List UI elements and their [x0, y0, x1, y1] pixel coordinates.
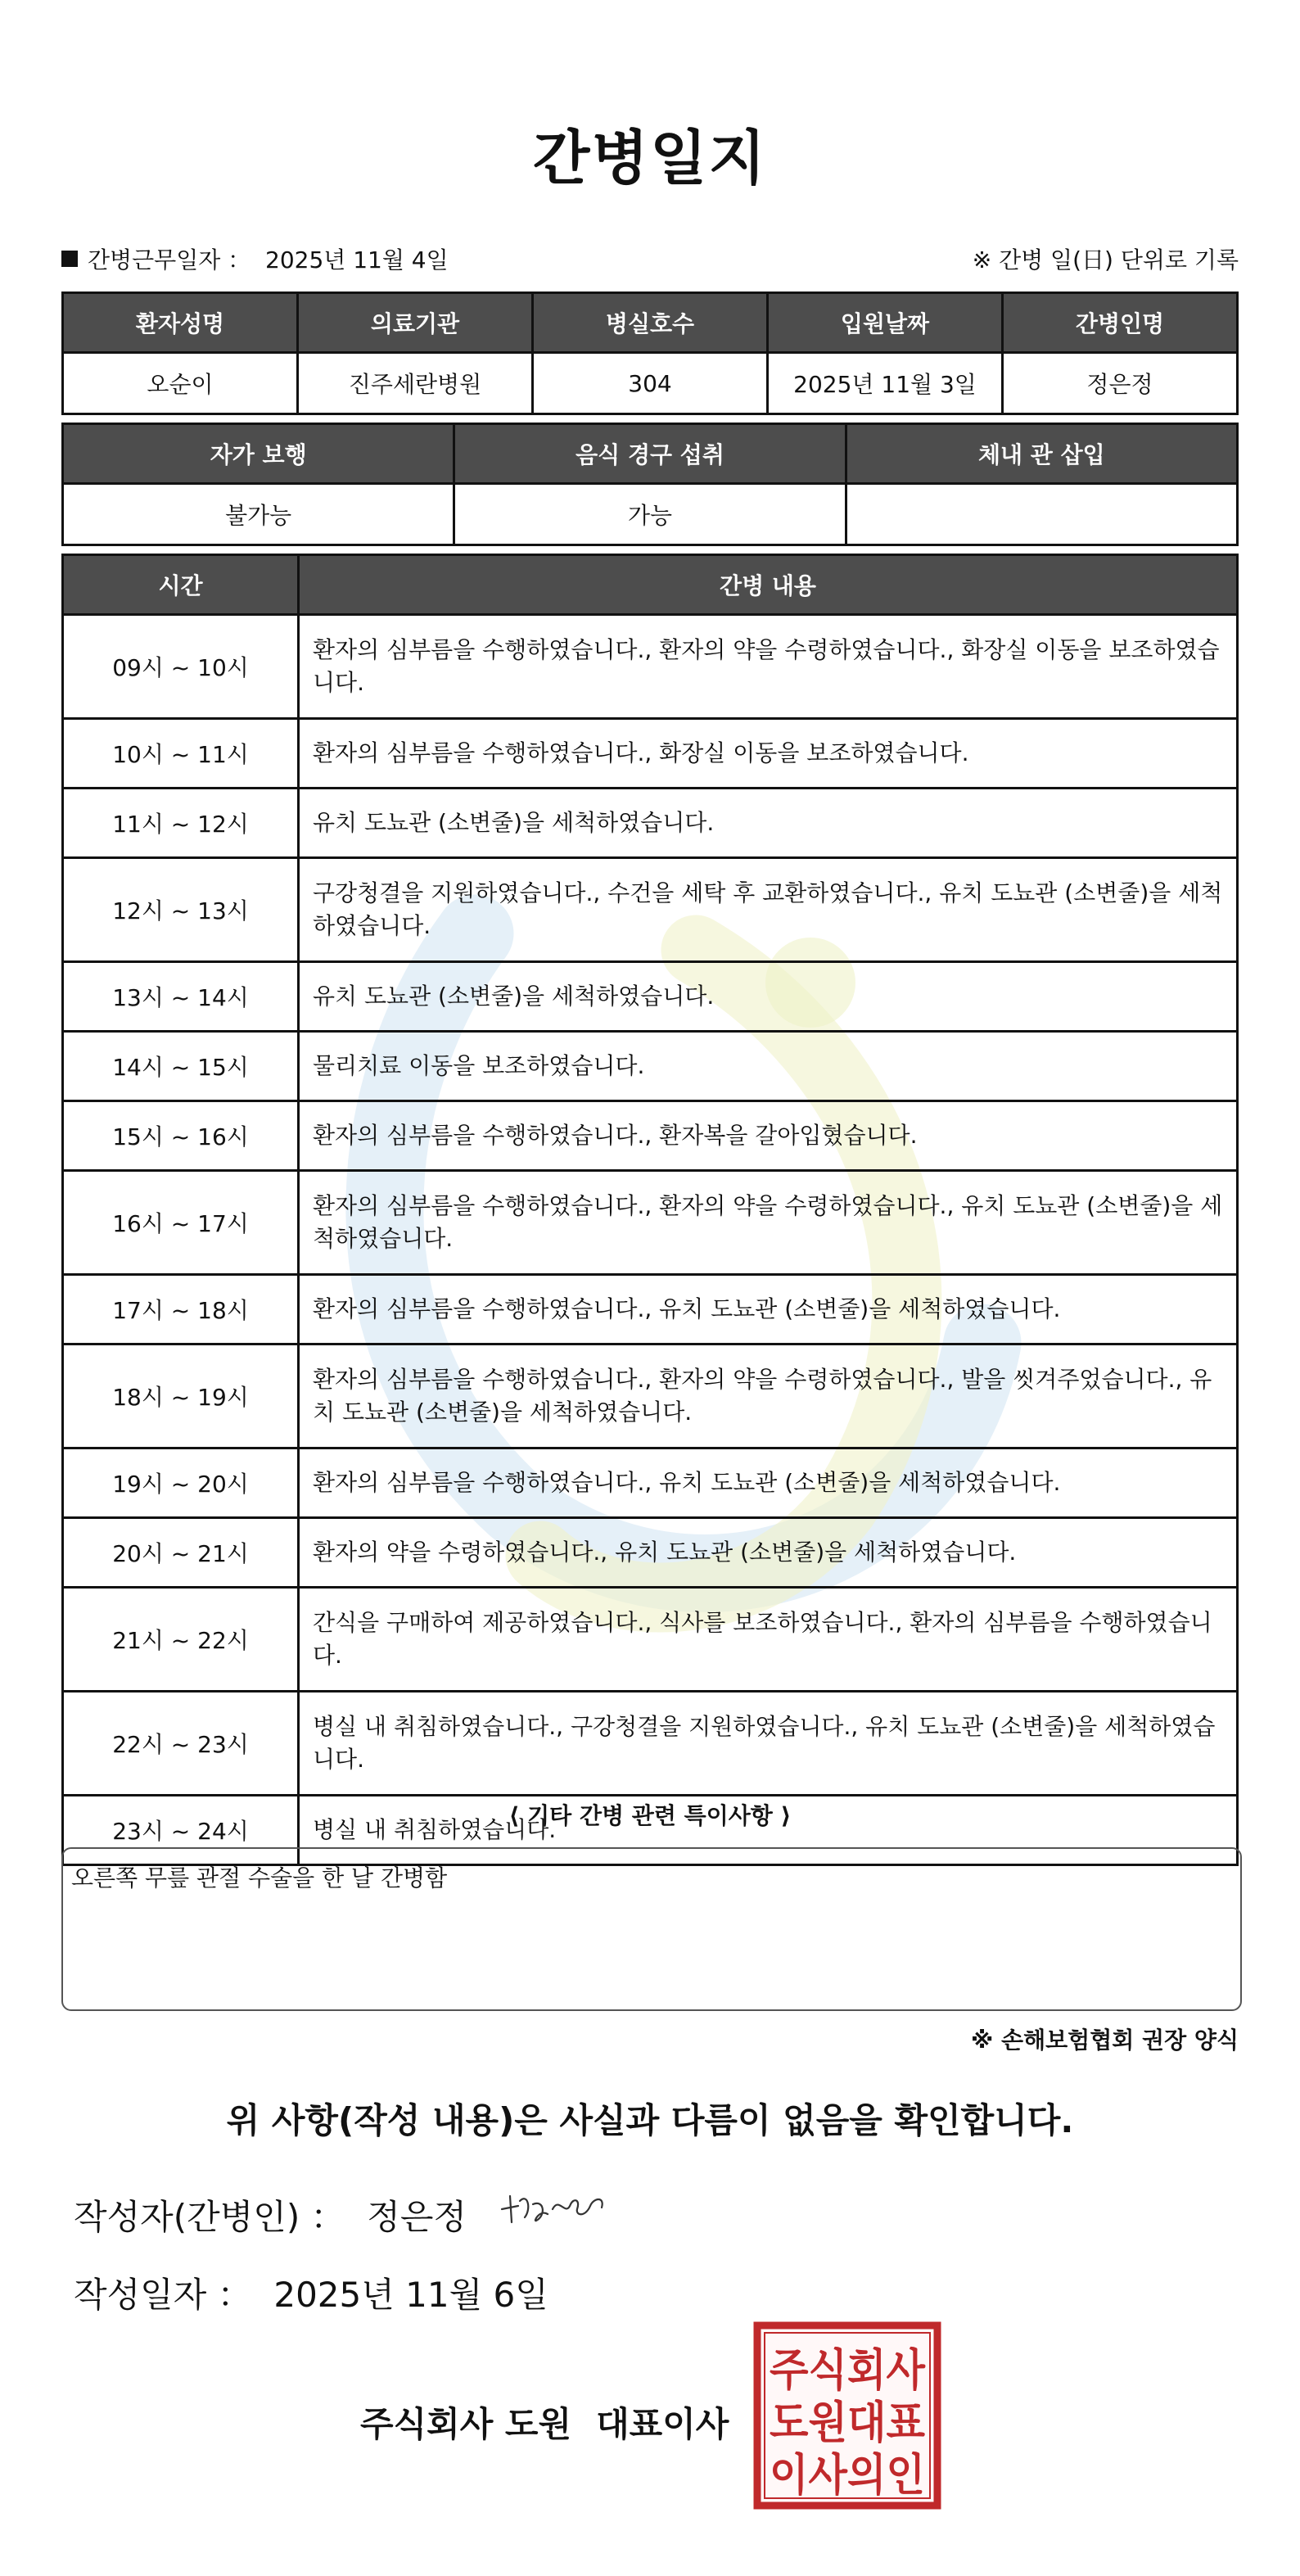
log-time: 18시 ~ 19시 — [63, 1344, 299, 1448]
table-row — [63, 1032, 1238, 1101]
table-row — [63, 858, 1238, 962]
header-oral-intake: 음식 경구 섭취 — [454, 424, 846, 484]
log-time: 19시 ~ 20시 — [63, 1448, 299, 1518]
log-time: 13시 ~ 14시 — [63, 962, 299, 1032]
admission-date: 2025년 11월 3일 — [768, 353, 1003, 414]
special-notes-box: 오른쪽 무릎 관절 수술을 한 날 간병함 — [61, 1847, 1242, 2011]
log-time: 17시 ~ 18시 — [63, 1275, 299, 1344]
table-row — [63, 1692, 1238, 1796]
header-hospital: 의료기관 — [298, 293, 533, 353]
log-content: 병실 내 취침하였습니다. — [299, 1796, 1238, 1865]
handwritten-signature — [495, 2185, 618, 2234]
log-content: 환자의 심부름을 수행하였습니다., 유치 도뇨관 (소변줄)을 세척하였습니다. — [299, 1448, 1238, 1518]
company-name: 주식회사 도원 — [360, 2404, 572, 2444]
table-row — [63, 962, 1238, 1032]
table-row — [63, 1448, 1238, 1518]
patient-status-table — [61, 423, 1239, 546]
log-time: 12시 ~ 13시 — [63, 858, 299, 962]
header-room: 병실호수 — [533, 293, 768, 353]
log-content: 환자의 심부름을 수행하였습니다., 환자의 약을 수령하였습니다., 유치 도뇨관 (소변줄)을 세척하였습니다. — [299, 1171, 1238, 1275]
work-date-value: 2025년 11월 4일 — [265, 246, 449, 273]
log-content: 환자의 심부름을 수행하였습니다., 유치 도뇨관 (소변줄)을 세척하였습니다. — [299, 1275, 1238, 1344]
confirmation-statement: 위 사항(작성 내용)은 사실과 다름이 없음을 확인합니다. — [226, 2100, 1074, 2140]
header-patient-name: 환자성명 — [63, 293, 298, 353]
company-line — [360, 2397, 729, 2447]
table-row — [63, 1101, 1238, 1171]
log-content: 구강청결을 지원하였습니다., 수건을 세탁 후 교환하였습니다., 유치 도뇨관 (소변줄)을 세척하였습니다. — [299, 858, 1238, 962]
written-date-value: 2025년 11월 6일 — [273, 2275, 548, 2315]
log-time: 15시 ~ 16시 — [63, 1101, 299, 1171]
room-number: 304 — [533, 353, 768, 414]
log-time: 20시 ~ 21시 — [63, 1518, 299, 1588]
writer-label: 작성자(간병인) ： — [74, 2197, 345, 2237]
header-content: 간병 내용 — [299, 555, 1238, 615]
log-time: 10시 ~ 11시 — [63, 719, 299, 789]
log-content: 환자의 심부름을 수행하였습니다., 환자복을 갈아입혔습니다. — [299, 1101, 1238, 1171]
writer-name: 정은정 — [367, 2197, 467, 2237]
table-row — [63, 789, 1238, 858]
log-content: 간식을 구매하여 제공하였습니다., 식사를 보조하였습니다., 환자의 심부름을 수행하였습니다. — [299, 1588, 1238, 1692]
log-time: 21시 ~ 22시 — [63, 1588, 299, 1692]
log-content: 유치 도뇨관 (소변줄)을 세척하였습니다. — [299, 789, 1238, 858]
table-row — [63, 1344, 1238, 1448]
care-log-table — [61, 554, 1239, 1866]
written-date-label: 작성일자 ： — [74, 2275, 252, 2315]
patient-name: 오순이 — [63, 353, 298, 414]
log-content: 유치 도뇨관 (소변줄)을 세척하였습니다. — [299, 962, 1238, 1032]
representative-title: 대표이사 — [596, 2404, 729, 2444]
table-row — [63, 1588, 1238, 1692]
header-tube: 체내 관 삽입 — [846, 424, 1237, 484]
company-seal-stamp — [753, 2321, 941, 2510]
log-content: 병실 내 취침하였습니다., 구강청결을 지원하였습니다., 유치 도뇨관 (소변줄)을 세척하였습니다. — [299, 1692, 1238, 1796]
header-walking: 자가 보행 — [63, 424, 454, 484]
square-bullet-icon — [61, 251, 78, 267]
written-date-row — [74, 2268, 548, 2317]
log-time: 11시 ~ 12시 — [63, 789, 299, 858]
page-title: 간병일지 — [532, 124, 768, 192]
oral-intake-status: 가능 — [454, 484, 846, 545]
svg-text:이사의인: 이사의인 — [770, 2449, 925, 2501]
table-row — [63, 615, 1238, 719]
record-note: ※ 간병 일(日) 단위로 기록 — [972, 246, 1239, 273]
patient-info-table — [61, 291, 1239, 415]
writer-row — [74, 2190, 467, 2239]
tube-status — [846, 484, 1237, 545]
header-caregiver: 간병인명 — [1003, 293, 1238, 353]
svg-text:주식회사: 주식회사 — [770, 2344, 926, 2396]
special-notes-title: ⟨ 기타 간병 관련 특이사항 ⟩ — [508, 1802, 792, 1829]
log-time: 16시 ~ 17시 — [63, 1171, 299, 1275]
log-time: 23시 ~ 24시 — [63, 1796, 299, 1865]
work-date-label: 간병근무일자 ： — [88, 246, 251, 273]
log-time: 14시 ~ 15시 — [63, 1032, 299, 1101]
hospital-name: 진주세란병원 — [298, 353, 533, 414]
form-footnote: ※ 손해보험협회 권장 양식 — [971, 2027, 1239, 2054]
log-time: 09시 ~ 10시 — [63, 615, 299, 719]
table-row — [63, 1171, 1238, 1275]
log-content: 환자의 심부름을 수행하였습니다., 환자의 약을 수령하였습니다., 발을 씻겨주었습니다., 유치 도뇨관 (소변줄)을 세척하였습니다. — [299, 1344, 1238, 1448]
header-admission-date: 입원날짜 — [768, 293, 1003, 353]
log-content: 환자의 심부름을 수행하였습니다., 화장실 이동을 보조하였습니다. — [299, 719, 1238, 789]
svg-text:도원대표: 도원대표 — [770, 2397, 925, 2448]
work-date-row — [61, 242, 449, 275]
log-time: 22시 ~ 23시 — [63, 1692, 299, 1796]
table-row — [63, 1518, 1238, 1588]
log-content: 환자의 약을 수령하였습니다., 유치 도뇨관 (소변줄)을 세척하였습니다. — [299, 1518, 1238, 1588]
table-row — [63, 719, 1238, 789]
caregiver-name: 정은정 — [1003, 353, 1238, 414]
walking-status: 불가능 — [63, 484, 454, 545]
log-content: 물리치료 이동을 보조하였습니다. — [299, 1032, 1238, 1101]
table-row — [63, 1275, 1238, 1344]
log-content: 환자의 심부름을 수행하였습니다., 환자의 약을 수령하였습니다., 화장실 이동을 보조하였습니다. — [299, 615, 1238, 719]
header-time: 시간 — [63, 555, 299, 615]
